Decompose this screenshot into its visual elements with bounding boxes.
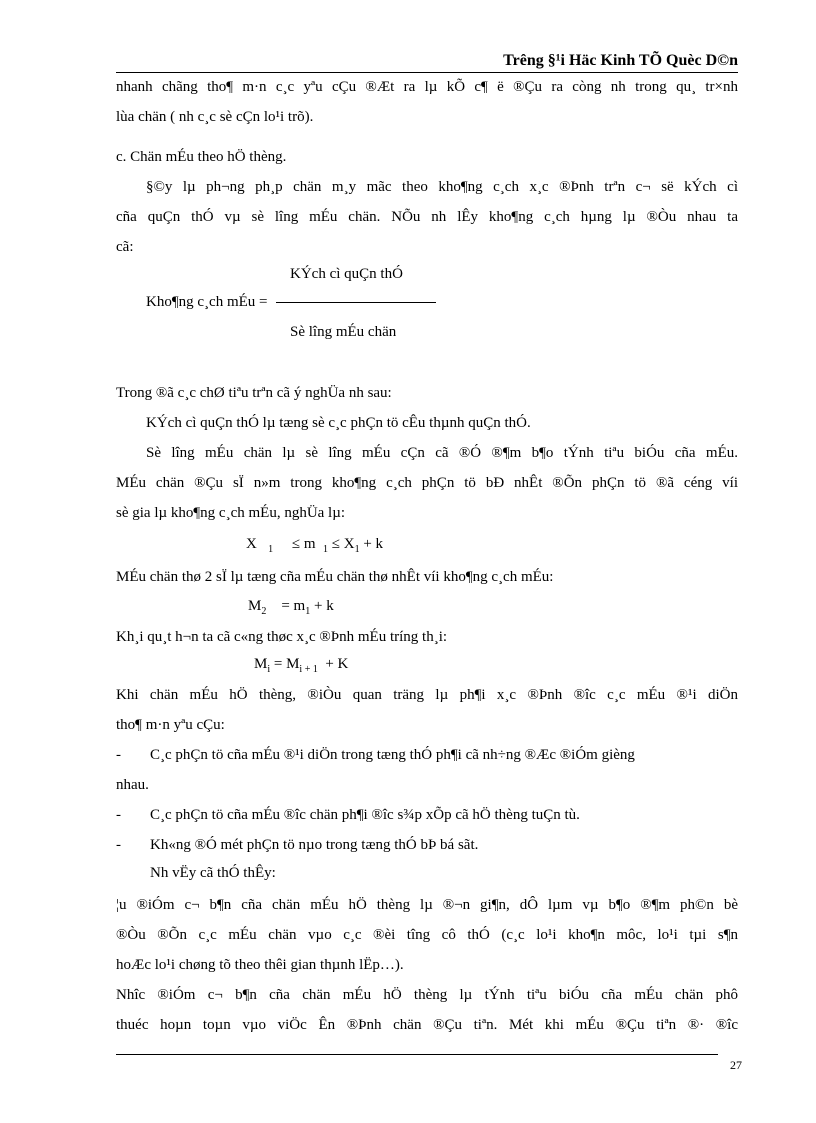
bullet-dash: - [116, 807, 121, 823]
page-header: Trêng §¹i Häc Kinh TÕ Quèc D©n [503, 52, 738, 69]
paragraph-line: sè gia lµ kho¶ng c¸ch mÉu, nghÜa lµ: [116, 505, 346, 521]
formula-m2: $M_2$ = $m_1 + k$ [248, 598, 334, 617]
page-number: 27 [730, 1058, 742, 1072]
bullet-dash: - [116, 837, 121, 853]
paragraph-line: ®Òu ®Õn c¸c mÉu chän vµo c¸c ®èi tîng cô thÓ (c¸c lo¹i kho¶n môc, lo¹i tµi s¶n [116, 927, 738, 943]
formula-numerator: KÝch cì quÇn thÓ [290, 266, 403, 282]
paragraph-line: Nhîc ®iÓm c¬ b¶n cña chän mÉu hÖ thèng lµ tÝnh tiªu biÓu cña mÉu chän phô [116, 987, 738, 1003]
bullet-dash: - [116, 747, 121, 763]
paragraph-line: nhau. [116, 777, 149, 793]
formula-inequality: X $_1$ ≤ m $_1 \le X_1 + k$ [246, 536, 384, 555]
paragraph-line: nhanh chãng tho¶ m·n c¸c yªu cÇu ®Æt ra lµ kÕ c¶ ë ®Çu ra còng nh trong qu¸ tr×nh [116, 79, 738, 95]
header-rule [116, 72, 738, 73]
formula-denominator: Sè lîng mÉu chän [290, 324, 397, 340]
paragraph-line: tho¶ m·n yªu cÇu: [116, 717, 225, 733]
section-heading: c. Chän mÉu theo hÖ thèng. [116, 149, 287, 165]
paragraph-line: hoÆc lo¹i chøng tõ theo thêi gian thµnh lËp…). [116, 957, 404, 973]
paragraph-line: cña quÇn thÓ vµ sè lîng mÉu chän. NÕu nh lÊy kho¶ng c¸ch hµng lµ ®Òu nhau ta [116, 209, 738, 225]
paragraph-line: thuéc hoµn toµn vµo viÖc Ên ®Þnh chän ®Çu tiªn. Mét khi mÉu ®Çu tiªn ®· ®îc [116, 1017, 738, 1033]
paragraph-line: ¦u ®iÓm c¬ b¶n cña chän mÉu hÖ thèng lµ ®¬n gi¶n, dÔ lµm vµ b¶o ®¶m ph©n bè [116, 897, 738, 913]
bullet-item: - C¸c phÇn tö cña mÉu ®îc chän ph¶i ®îc s¾p xÕp cã hÖ thèng tuÇn tù. [116, 807, 580, 823]
paragraph-line: lùa chän ( nh c¸c sè cÇn lo¹i trõ). [116, 109, 314, 125]
bullet-item: - C¸c phÇn tö cña mÉu ®¹i diÖn trong tæng thÓ ph¶i cã nh÷ng ®Æc ®iÓm gièng [116, 747, 635, 763]
fraction-bar [276, 302, 436, 303]
paragraph-line: Kh¸i qu¸t h¬n ta cã c«ng thøc x¸c ®Þnh mÉu tríng th¸i: [116, 629, 448, 645]
paragraph-line: Sè lîng mÉu chän lµ sè lîng mÉu cÇn cã ®Ó ®¶m b¶o tÝnh tiªu biÓu cña mÉu. [146, 445, 738, 461]
paragraph-line: Trong ®ã c¸c chØ tiªu trªn cã ý nghÜa nh sau: [116, 385, 392, 401]
paragraph-line: KÝch cì quÇn thÓ lµ tæng sè c¸c phÇn tö cÊu thµnh quÇn thÓ. [146, 415, 531, 431]
paragraph-line: MÉu chän ®Çu sÏ n»m trong kho¶ng c¸ch phÇn tö bÐ nhÊt ®Õn phÇn tö ®ã céng víi [116, 475, 738, 491]
paragraph-line: MÉu chän thø 2 sÏ lµ tæng cña mÉu chän thø nhÊt víi kho¶ng c¸ch mÉu: [116, 569, 554, 585]
footer-rule [116, 1054, 718, 1055]
paragraph-line: Nh vËy cã thÓ thÊy: [150, 865, 276, 881]
formula-mi: $M_i = M_{i + 1} + K$ [254, 656, 349, 675]
paragraph-line: Khi chän mÉu hÖ thèng, ®iÒu quan träng lµ ph¶i x¸c ®Þnh ®îc c¸c mÉu ®¹i diÖn [116, 687, 738, 703]
formula-lhs: Kho¶ng c¸ch mÉu = [146, 294, 268, 310]
paragraph-line: §©y lµ ph¬ng ph¸p chän m¸y mãc theo kho¶ng c¸ch x¸c ®Þnh trªn c¬ së kÝch cì [146, 179, 738, 195]
paragraph-line: cã: [116, 239, 134, 255]
bullet-item: - Kh«ng ®Ó mét phÇn tö nµo trong tæng thÓ bÞ bá sãt. [116, 837, 479, 853]
